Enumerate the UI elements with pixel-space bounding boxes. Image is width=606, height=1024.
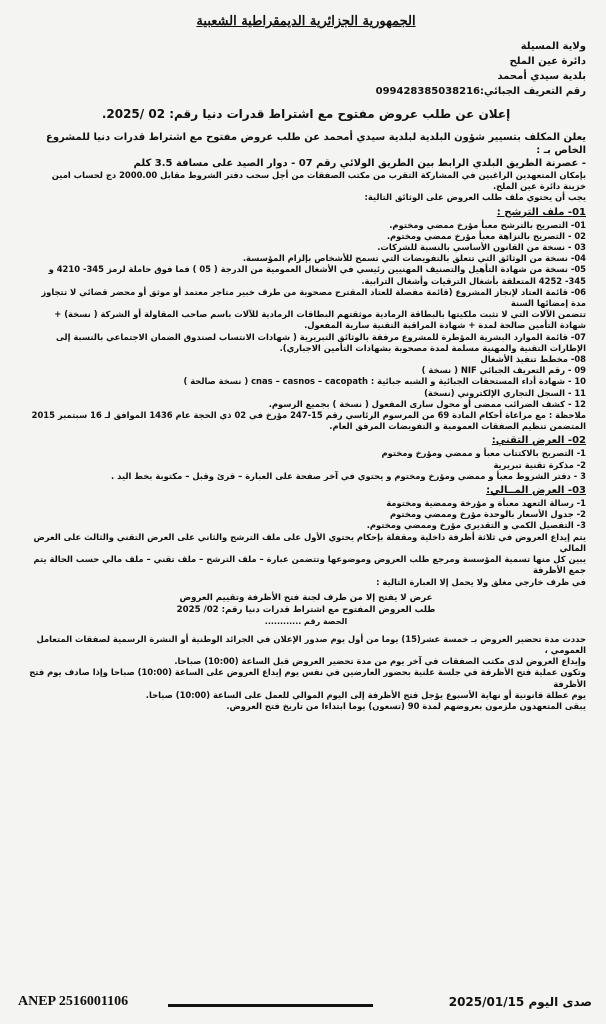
final-line: يوم عطلة قانونية أو نهاية الأسبوع يؤجل فتح الأظرفة إلى اليوم الموالي للعمل على الساعة (10:00) صباحا. [145, 689, 586, 700]
list-item: 10 - شهادة أداء المستحقات الجبائية و الشبه جبائية : cnas – casnos – cacopath ( نسخة صالحة ) [183, 376, 586, 387]
list-item: 08- مخطط تنفيذ الأشغال [480, 354, 586, 365]
list-item: 2- مذكرة تقنية تبريرية [493, 459, 586, 470]
anep-reference: ANEP 2516001106 [18, 994, 129, 1009]
footer-bar [18, 994, 592, 1016]
list-item: 07- قائمة الموارد البشرية المؤطرة للمشروع مرفقة بالوثائق التبريرية ( شهادات الانتساب لصندوق الضمان الاجتماعي بالنسبة إلى الإطارات التقنية والمهنية مسلمة لمدة مصحوبة بشهادات التأمين الاجباري). [55, 331, 586, 353]
envelope-text [26, 592, 586, 628]
final-block [26, 634, 586, 712]
list-item: 2- جدول الأسعار بالوحدة مؤرخ وممضي ومختوم [390, 509, 586, 520]
list-item: 11 - السجل التجاري الإلكتروني (نسخة) [424, 387, 586, 398]
envelope-line: عرض لا يفتح إلا من طرف لجنة فتح الأظرفة وتقييم العروض [179, 592, 433, 603]
list-item: 03 - نسخة من القانون الأساسي بالنسبة للشركات. [377, 242, 586, 253]
intro-line: بإمكان المتعهدين الراغبين في المشاركة التقرب من مكتب الصفقات من أجل سحب دفتر الشروط مقابل 2000.00 دج لحساب امين خزينة دائرة عين الملح. [51, 170, 586, 192]
envelope-line: الحصة رقم ............ [264, 616, 348, 626]
intro-line: - عصرنة الطريق البلدي الرابط بين الطريق الولائي رقم 07 - دوار الصيد على مسافة 3.5 كلم [133, 158, 586, 169]
intro-block [26, 131, 586, 204]
list-item: 3- التفصيل الكمي و التقديري مؤرخ وممضي ومختوم. [366, 520, 586, 531]
technical-items [26, 448, 586, 482]
announcement-heading: إعلان عن طلب عروض مفتوح مع اشتراط قدرات دنيا رقم: 02 /2025. [101, 107, 511, 121]
publication-date: صدى اليوم 2025/01/15 [448, 995, 592, 1009]
financial-items [26, 498, 586, 532]
list-item: 04- نسخة من الوثائق التي تتعلق بالتفويضات التي تسمح للأشخاص بإلزام المؤسسة. [242, 253, 586, 264]
closing-line: يبين كل منها تسمية المؤسسة ومرجع طلب العروض وموضوعها وتتضمن عبارة – ملف الترشح – ملف تقني – ملف مالي حسب الحالة يتم جمع الأظرفة [33, 554, 586, 576]
section-heading: 01- ملف الترشح : [496, 206, 586, 218]
candidacy-items [26, 220, 586, 433]
final-line: يبقى المتعهدون ملزمون بعروضهم لمدة 90 (تسعون) يوما ابتداءا من تاريخ فتح العروض. [226, 700, 586, 711]
intro-line: يجب أن يحتوي ملف طلب العروض على الوثائق التالية: [364, 192, 586, 203]
closing-line: يتم إيداع العروض في ثلاثة أظرفة داخلية ومقفلة بإحكام يحتوي الأول على ملف الترشح والثاني على العرض التقني والثالث على العرض المالي [33, 531, 586, 553]
list-item: 1- التصريح بالاكتتاب معبأ و ممضي ومؤرخ ومختوم [381, 448, 586, 459]
commune-line: بلدية سيدي أمحمد [497, 71, 586, 82]
footer-rule-left [168, 1004, 373, 1007]
envelope-line: طلب العروض المفتوح مع اشتراط قدرات دنيا رقم: 02/ 2025 [176, 604, 436, 615]
closing-block [26, 532, 586, 588]
final-line: وتكون عملية فتح الأظرفة في جلسة علنية بحضور العارضين في نفس يوم إيداع العروض على الساعة (10:00) صباحا وإذا صادف يوم فتح الأظرفة [29, 667, 586, 689]
page-title: الجمهورية الجزائرية الديمقراطية الشعبية [196, 14, 416, 29]
note-item: ملاحظة : مع مراعاة أحكام المادة 69 من المرسوم الرئاسي رقم 15-247 مؤرخ في 02 ذي الحجة عام 1436 الموافق لـ 16 سبتمبر 2015 المتضمن تنظيم الصفقات العمومية و التفويضات المرفق العام. [31, 410, 586, 432]
list-item: 1- رسالة التعهد معبأة و مؤرخة وممضية ومختومة [386, 498, 586, 509]
section-heading: 03- العرض المــالي: [486, 485, 586, 497]
list-item: 06- قائمة العتاد لإنجاز المشروع (قائمة مفصلة للعتاد المقترح مصحوبة من طرف خبير متاجر معتمد أو موثق أو محضر قضائي لا تتجاوز مدة إمضائها السنة [41, 286, 586, 309]
list-item: 09 - رقم التعريف الجبائي NIF ( نسخة ) [421, 365, 586, 376]
nif-line: رقم التعريف الجبائي:099428385038216 [375, 86, 586, 97]
list-item: 05- نسخة من شهادة التأهيل والتصنيف المهنيين رئيسي في الأشغال العمومية من الدرجة ( 05 ) فما فوق حاملة لرمز 345- 4210 و 345- 4252 المتعلقة بأشغال الترقيات وأشغال الترابية. [48, 264, 586, 286]
list-item: 12 - كشف الضرائب ممضى أو محول سارى المفعول ( نسخة ) بجميع الرسوم. [268, 398, 586, 409]
closing-line: في ظرف خارجي مغلق ولا يحمل إلا العبارة التالية : [376, 576, 586, 587]
final-line: وإيداع العروض لدى مكتب الصفقات في آخر يوم من مدة تحضير العروض قبل الساعة (10:00) صباحا. [174, 656, 586, 667]
list-item: 01- التصريح بالترشح معبأ مؤرخ ممضي ومختوم. [389, 219, 586, 230]
wilaya-line: ولاية المسيلة [520, 41, 586, 52]
final-line: حددت مدة تحضير العروض بـ خمسة عشر(15) يوما من أول يوم صدور الإعلان في الجرائد الوطنية أو النشرة الرسمية لصفقات المتعامل العمومي ، [36, 633, 586, 655]
intro-line: يعلن المكلف بتسيير شؤون البلدية لبلدية سيدي أمحمد عن طلب عروض مفتوح مع اشتراط قدرات دنيا للمشروع الخاص بـ : [46, 132, 586, 156]
list-item: تتضمن الآلات التي لا تثبت ملكيتها بالبطاقة الرمادية موثقتهم البطاقات الرمادية للآلات باسم صاحب المقاولة أو الشركة ( نسخة) + شهادة التأمين صالحة لمدة + شهادة المراقبة التقنية سارية المفعول. [54, 309, 586, 331]
section-heading: 02- العرض التقني: [491, 435, 586, 447]
list-item: 3 - دفتر الشروط معبأ و ممضي ومؤرخ ومختوم و يحتوي في آخر صفحة على العبارة – قرئ وقبل – مكتوبة بخط اليد . [111, 470, 586, 481]
list-item: 02 - التصريح بالنزاهة معبأ مؤرخ ممضي ومختوم. [386, 230, 586, 241]
issuer-header [26, 39, 586, 99]
daira-line: دائرة عين الملح [509, 56, 586, 67]
